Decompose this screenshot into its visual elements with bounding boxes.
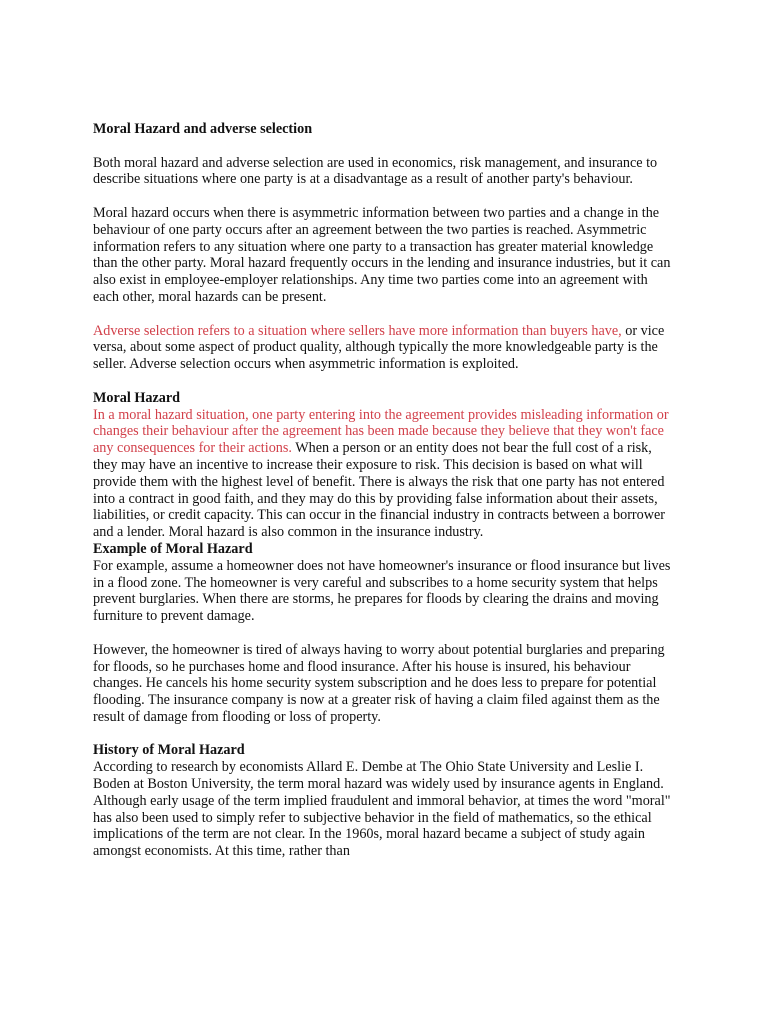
- document-title: Moral Hazard and adverse selection: [93, 121, 313, 137]
- document-page: [93, 121, 677, 860]
- spacer: [93, 373, 677, 390]
- spacer: [93, 625, 677, 642]
- example-paragraph-2: However, the homeowner is tired of always having to worry about potential burglaries and preparing for floods, so he purchases home and flood insurance. After his house is insured, his behaviour changes. He cancels his home security system subscription and he does less to prepare for potential flooding. The insurance company is now at a greater risk of having a claim filed against them as the result of damage from flooding or loss of property.: [93, 641, 665, 725]
- adverse-selection-paragraph: [93, 323, 677, 373]
- adverse-selection-highlight: Adverse selection refers to a situation where sellers have more information than buyers have,: [93, 322, 622, 339]
- moral-hazard-text: When a person or an entity does not bear the full cost of a risk, they may have an incentive to increase their exposure to risk. This decision is based on what will provide them with the highest level of benefit. There is always the risk that one party has not entered into a contract in good faith, and they may do this by providing false information about their assets, liabilities, or credit capacity. This can occur in the financial industry in contracts between a borrower and a lender. Moral hazard is also common in the insurance industry.: [93, 440, 666, 541]
- history-heading: History of Moral Hazard: [93, 742, 245, 759]
- history-paragraph: According to research by economists Allard E. Dembe at The Ohio State University and Leslie I. Boden at Boston University, the term moral hazard was widely used by insurance agents in England. Although early usage of the term implied fraudulent and immoral behavior, at times the word "moral" has also been used to simply refer to subjective behavior in the field of mathematics, so the ethical implications of the term are not clear. In the 1960s, moral hazard became a subject of study again amongst economists. At this time, rather than: [93, 759, 671, 860]
- moral-hazard-paragraph: [93, 407, 677, 541]
- spacer: [93, 726, 677, 743]
- moral-hazard-intro-paragraph: Moral hazard occurs when there is asymmetric information between two parties and a change in the behaviour of one party occurs after an agreement between the two parties is reached. Asymmetric information refers to any situation where one party to a transaction has greater material knowledge than the other party. Moral hazard frequently occurs in the lending and insurance industries, but it can also exist in employee-employer relationships. Any time two parties come into an agreement with each other, moral hazards can be present.: [93, 204, 671, 305]
- adverse-selection-text: or vice versa, about some aspect of product quality, although typically the more knowledgeable party is the seller. Adverse selection occurs when asymmetric information is exploited.: [93, 322, 665, 373]
- example-heading: Example of Moral Hazard: [93, 540, 253, 557]
- intro-paragraph: Both moral hazard and adverse selection are used in economics, risk management, and insurance to describe situations where one party is at a disadvantage as a result of another party's behaviour.: [93, 154, 658, 188]
- moral-hazard-highlight: In a moral hazard situation, one party entering into the agreement provides misleading information or changes their behaviour after the agreement has been made because they believe that they won't face any consequences for their actions.: [93, 406, 669, 457]
- spacer: [93, 306, 677, 323]
- moral-hazard-heading: Moral Hazard: [93, 389, 181, 406]
- spacer: [93, 138, 677, 155]
- spacer: [93, 188, 677, 205]
- example-paragraph-1: For example, assume a homeowner does not have homeowner's insurance or flood insurance but lives in a flood zone. The homeowner is very careful and subscribes to a home security system that helps prevent burglaries. When there are storms, he prepares for floods by clearing the drains and moving furniture to prevent damage.: [93, 557, 671, 625]
